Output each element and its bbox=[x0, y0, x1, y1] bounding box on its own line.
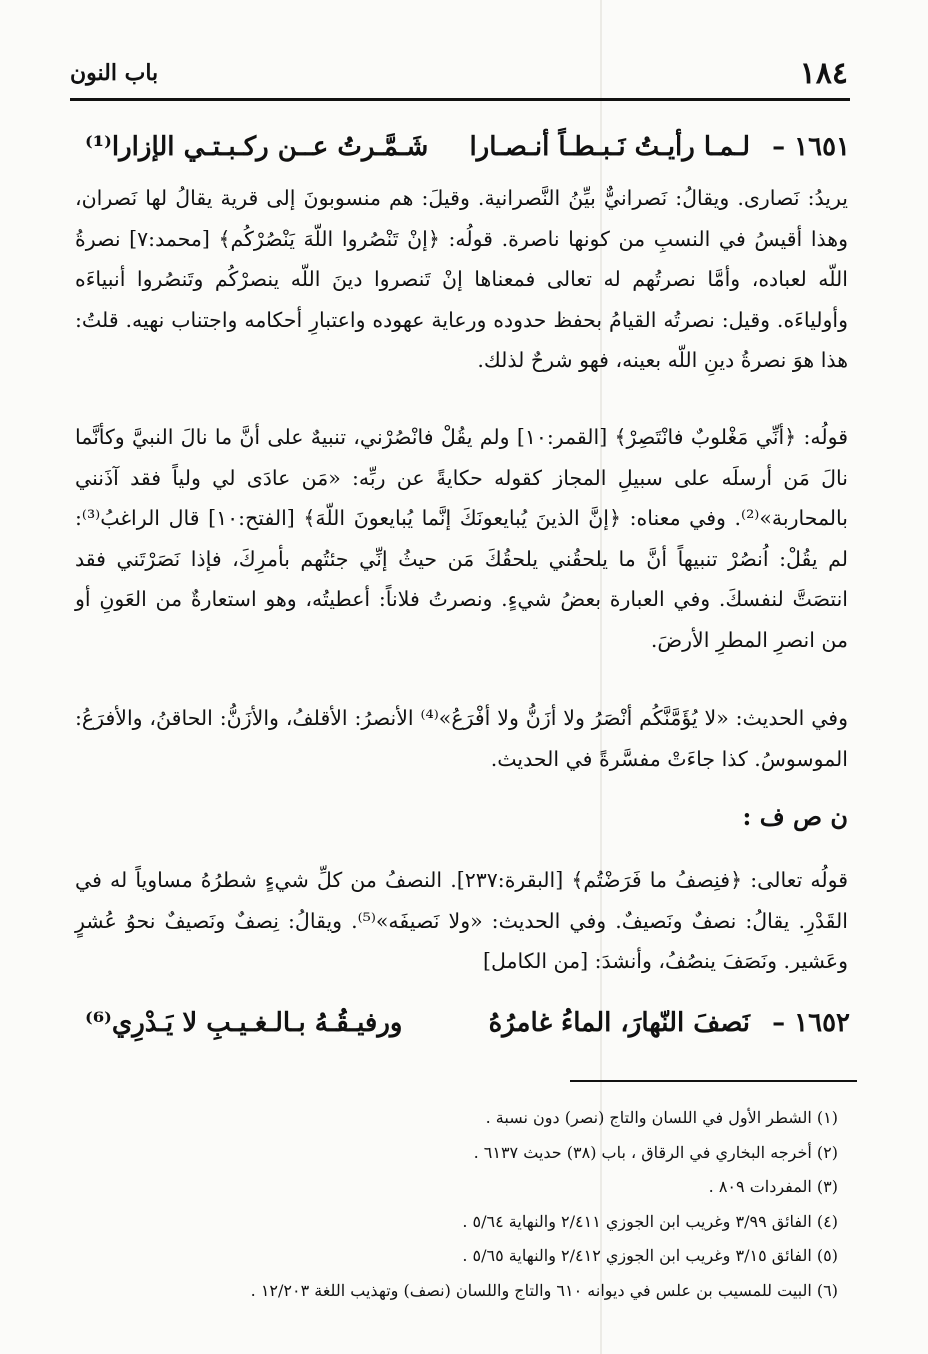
footnotes bbox=[120, 1101, 838, 1308]
footnote-6: (٦) البيت للمسيب بن علس في ديوانه ٦١٠ والتاج واللسان (نصف) وتهذيب اللغة ١٢/٢٠٣ . bbox=[250, 1280, 838, 1300]
footnote-2: (٢) أخرجه البخاري في الرقاق ، باب (٣٨) حديث ٦١٣٧ . bbox=[473, 1142, 838, 1162]
body-paragraph: وفي الحديث: «لا يُؤَمَّنَّكُم أنْصَرُ ولا أزَنُّ ولا أفْرَعُ»⁽⁴⁾ الأنصرُ: الأقلفُ، والأزَنُّ: الحاقنُ، والأفرَعُ: الموسوسُ. كذا جاءَتْ مفسَّرةً في الحديث. bbox=[75, 706, 848, 771]
verse-1651 bbox=[85, 132, 850, 176]
body-paragraph: قولُه: ﴿أنِّي مَغْلوبٌ فانْتَصِرْ﴾ [القمر:١٠] ولم يقُلْ فانْصُرْني، تنبيهٌ على أنَّ ما نالَ النبيَّ وكأنَّما نالَ مَن أرسلَه على سبيلِ المجاز كقوله حكايةً عن ربِّه: «مَن عادَى لي ولياً فقد آذَنني بالمحاربة»⁽²⁾. وفي معناه: ﴿إنَّ الذينَ يُبايعونَكَ إنَّما يُبايعونَ اللّهَ﴾ [الفتح:١٠] قال الراغبُ⁽³⁾: لم يقُلْ: اُنصُرْ تنبيهاً أنَّ ما يلحقُني يلحقُكَ مَن حيثُ إنِّي جئتُهم بأمرِكَ، فإذا نَصَرْتَني فقد انتصَتَّ لنفسكَ. وفي العبارة بعضُ شيءٍ. ونصرتُ فلاناً: أعطيتُه، وهو استعارةٌ من العَونِ أو من انصرِ المطرِ الأرضَ. bbox=[75, 425, 849, 652]
verse-hemistich-first: لـمـا رأيـتُ نَـبـطـاً أنـصـارا bbox=[469, 132, 750, 162]
verse-1652 bbox=[85, 1008, 850, 1052]
body-paragraph: قولُه تعالى: ﴿فنِصفُ ما فَرَضْتُم﴾ [البقرة:٢٣٧]. النصفُ من كلِّ شيءٍ شطرُهُ مساوياً له في القَدْرِ. يقالُ: نصفٌ ونَصيفٌ. وفي الحديث: «ولا نَصيفَه»⁽⁵⁾. ويقالُ: نِصفٌ ونَصيفٌ نحوُ عُشرٍ وعَشير. ونَصَفَ ينصُفُ، وأنشدَ: [من الكامل] bbox=[75, 868, 849, 973]
footnote-rule bbox=[570, 1080, 857, 1082]
footnote-3: (٣) المفردات ٨٠٩ . bbox=[708, 1177, 838, 1196]
section-heading: ن ص ف : bbox=[742, 802, 848, 831]
footnote-5: (٥) الفائق ٣/١٥ وغريب ابن الجوزي ٢/٤١٢ والنهاية ٥/٦٥ . bbox=[462, 1246, 838, 1265]
footnote-1: (١) الشطر الأول في اللسان والتاج (نصر) دون نسبة . bbox=[485, 1108, 838, 1127]
verse-number: ١٦٥٢ – bbox=[772, 1008, 850, 1038]
verse-hemistich-second: شَـمَّـرتُ عــن ركـبـتـي الإزارا⁽¹⁾ bbox=[85, 132, 429, 162]
page-header bbox=[70, 52, 848, 98]
verse-number: ١٦٥١ – bbox=[772, 132, 850, 162]
body-paragraph: يريدُ: نَصارى. ويقالُ: نَصرانيٌّ بيِّنُ النَّصرانية. وقيلَ: هم منسوبونَ إلى قرية يقالُ لها نَصران، وهذا أقيسُ في النسبِ من كونها ناصرة. قولُه: ﴿إنْ تَنْصُروا اللّهَ يَنْصُرْكُم﴾ [محمد:٧] نصرةُ اللّه لعباده، وأمَّا نصرتُهم له تعالى فمعناها إنْ تَنصروا دينَ اللّه ينصرْكُم وتَنصُروا أنبياءَه وأولياءَه. وقيل: نصرتُه القيامُ بحفظ حدوده ورعاية عهوده واعتبارِ أحكامه واجتناب نهيه. قلتُ: هذا هوَ نصرةُ دينِ اللّه بعينه، فهو شرحٌ لذلك. bbox=[75, 186, 848, 372]
verse-hemistich-second: ورفيـقُـهُ بـالـغـيـبِ لا يَـدْرِي⁽⁶⁾ bbox=[85, 1008, 403, 1038]
verse-hemistich-first: نَصفَ النّهارَ، الماءُ غامرُهُ bbox=[488, 1008, 750, 1038]
footnote-4: (٤) الفائق ٣/٩٩ وغريب ابن الجوزي ٢/٤١١ والنهاية ٥/٦٤ . bbox=[462, 1211, 838, 1231]
chapter-title: باب النون bbox=[70, 60, 159, 86]
page-number: ١٨٤ bbox=[799, 56, 848, 91]
header-rule bbox=[70, 98, 850, 101]
